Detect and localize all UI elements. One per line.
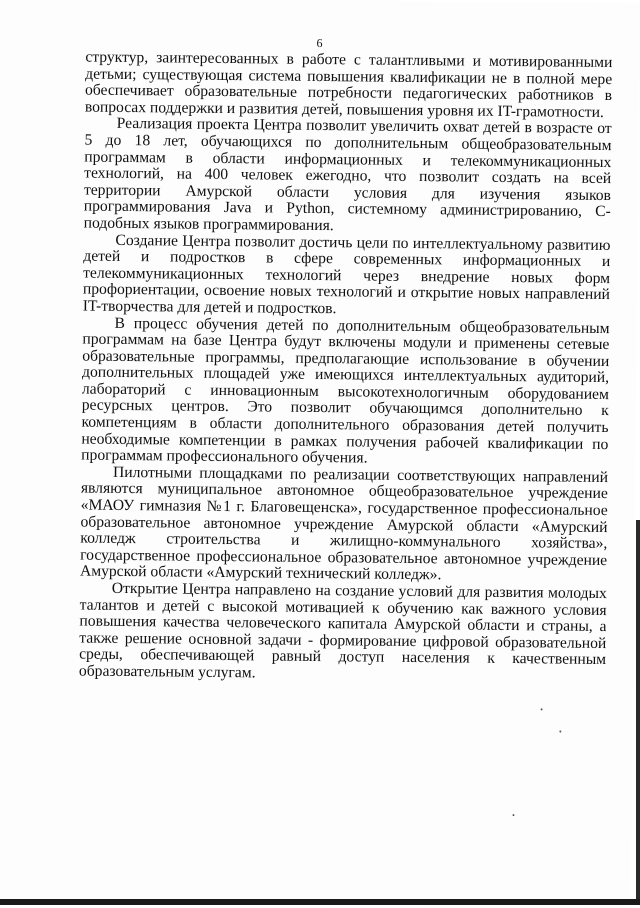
paragraph-continuation: структур, заинтересованных в работе с талантливыми и мотивированными детьми; существующая система повышения квалификации не в полной мере обеспечивает образовательные потребности педагогических работников в вопросах поддержки и развития детей, повышения уровня их IT-грамотности. (84, 48, 613, 121)
paragraph-training-process: В процесс обучения детей по дополнительным общеобразовательным программам на базе Центра будут включены модули и применены сетевые образовательные программы, предполагающие использование в обучении дополнительных площадей уже имеющихся интеллектуальных аудиторий, лабораторий с инновационным высокотехнологичным оборудованием ресурсных центров. Это позволит обучающимся дополнительно к компетенциям в области дополнительного образования детей получить необходимые компетенции в рамках получения рабочей квалификации по программам профессионального обучения. (81, 314, 610, 467)
document-body (79, 50, 613, 686)
paragraph-center-opening: Открытие Центра направлено на создание условий для развития молодых талантов и детей с высокой мотивацией к обучению как важного условия повышения качества человеческого капитала Амурской области и страны, а также решение основной задачи - формирование цифровой образовательной среды, обеспечивающей равный доступ населения к качественным образовательным услугам. (78, 579, 607, 682)
scan-edge-bottom (0, 899, 640, 905)
page-number: 6 (316, 35, 323, 51)
paragraph-pilot-sites: Пилотными площадками по реализации соответствующих направлений являются муниципальное автономное общеобразовательное учреждение «МАОУ гимназия №1 г. Благовещенска», государственное профессиональное образовательное автономное учреждение Амурской области «Амурский колледж строительства и жилищно-коммунального хозяйства», государственное профессиональное образовательное автономное учреждение Амурской области «Амурский технический колледж». (79, 463, 609, 584)
scan-speck (541, 708, 543, 710)
paragraph-center-goals: Создание Центра позволит достичь цели по интеллектуальному развитию детей и подростков в сфере современных информационных и телекоммуникационных технологий через внедрение новых форм профориентации, освоение новых технологий и открытие новых направлений IT-творчества для детей и подростков. (82, 231, 611, 318)
paragraph-project-coverage: Реализация проекта Центра позволит увеличить охват детей в возрасте от 5 до 18 лет, обучающихся по дополнительным общеобразовательным программам в области информационных и телекоммуникационных технологий, на 400 человек ежегодно, что позволит создать на всей территории Амурской области условия для изучения языков программирования Java и Python, системному администрированию, С-подобных языков программирования. (83, 115, 612, 235)
scan-speck (512, 814, 514, 816)
scan-edge-right (636, 520, 640, 905)
scan-speck (559, 731, 561, 733)
